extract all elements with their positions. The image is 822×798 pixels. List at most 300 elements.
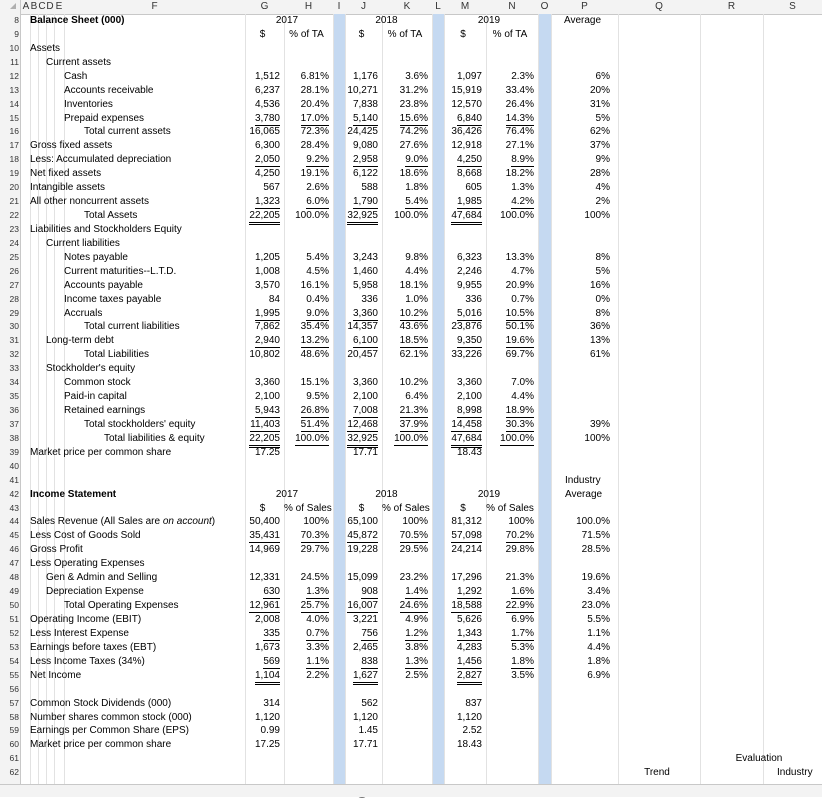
row-number[interactable]: 24 bbox=[9, 237, 19, 248]
row-number[interactable]: 53 bbox=[9, 641, 19, 652]
row-label[interactable] bbox=[30, 224, 182, 236]
row-label[interactable] bbox=[30, 544, 83, 556]
cell-value[interactable]: 5.5% bbox=[587, 613, 610, 625]
cell-value[interactable]: 11,403 bbox=[250, 418, 280, 430]
cell-value[interactable]: 1.0% bbox=[405, 293, 428, 305]
cell-value[interactable]: 2,827 bbox=[457, 670, 482, 685]
row-number[interactable]: 59 bbox=[9, 725, 19, 736]
row-number[interactable]: 39 bbox=[9, 446, 19, 457]
cell-value[interactable]: 9.2% bbox=[306, 154, 329, 166]
cell-value[interactable]: 31% bbox=[589, 98, 610, 110]
cell-value[interactable]: 6,122 bbox=[352, 168, 378, 180]
cell-value[interactable]: 10.2% bbox=[399, 307, 428, 319]
row-label[interactable] bbox=[46, 57, 111, 69]
cell-value[interactable]: 19.1% bbox=[300, 168, 329, 180]
cell-value[interactable]: 7,862 bbox=[254, 321, 280, 333]
cell-value[interactable]: 3,360 bbox=[456, 377, 482, 389]
row-label[interactable] bbox=[84, 419, 195, 431]
cell-value[interactable]: 2.52 bbox=[462, 725, 482, 737]
row-number[interactable]: 35 bbox=[9, 391, 19, 402]
row-number[interactable]: 62 bbox=[9, 767, 19, 778]
row-number[interactable]: 14 bbox=[9, 98, 19, 109]
row-number[interactable]: 40 bbox=[9, 460, 19, 471]
row-number[interactable]: 48 bbox=[9, 572, 19, 583]
row-label[interactable] bbox=[84, 210, 137, 222]
cell-value[interactable]: 2,008 bbox=[254, 613, 280, 625]
cell-value[interactable]: 37% bbox=[589, 140, 610, 152]
row-number[interactable]: 18 bbox=[9, 154, 19, 165]
cell-value[interactable]: 2,100 bbox=[254, 391, 280, 403]
row-number[interactable]: 42 bbox=[9, 488, 19, 499]
row-label[interactable] bbox=[64, 600, 179, 612]
row-label[interactable] bbox=[30, 182, 105, 194]
row-label[interactable] bbox=[64, 99, 113, 111]
cell-value[interactable]: 9.0% bbox=[306, 307, 329, 319]
cell-value[interactable]: 8,668 bbox=[456, 168, 482, 180]
cell-value[interactable]: 74.2% bbox=[399, 126, 428, 138]
cell-value[interactable]: 51.4% bbox=[300, 418, 329, 430]
row-number[interactable]: 54 bbox=[9, 655, 19, 666]
row-number[interactable]: 21 bbox=[9, 196, 19, 207]
cell-value[interactable]: 19.6% bbox=[581, 572, 610, 584]
cell-value[interactable]: 4,536 bbox=[254, 98, 280, 110]
row-label[interactable] bbox=[84, 126, 171, 138]
cell-value[interactable]: 1.45 bbox=[358, 725, 378, 737]
row-label[interactable] bbox=[30, 196, 149, 208]
cell-value[interactable]: 630 bbox=[263, 586, 280, 598]
cell-value[interactable]: 1.1% bbox=[306, 655, 329, 667]
cell-value[interactable]: 0.4% bbox=[306, 293, 329, 305]
cell-value[interactable]: $ bbox=[358, 502, 365, 514]
cell-value[interactable]: 12,570 bbox=[451, 98, 482, 110]
cell-value[interactable]: 18.1% bbox=[399, 279, 428, 291]
cell-value[interactable]: Trend bbox=[644, 767, 670, 779]
row-number[interactable]: 26 bbox=[9, 265, 19, 276]
cell-value[interactable]: 6,323 bbox=[456, 251, 482, 263]
cell-value[interactable]: 23.0% bbox=[581, 600, 610, 612]
cell-value[interactable]: 84 bbox=[268, 293, 280, 305]
cell-value[interactable]: 5.4% bbox=[306, 251, 329, 263]
cell-value[interactable]: Evaluation bbox=[735, 753, 783, 765]
cell-value[interactable]: 65,100 bbox=[347, 516, 378, 528]
cell-value[interactable]: % of Sales bbox=[486, 502, 534, 514]
cell-value[interactable]: 588 bbox=[361, 182, 378, 194]
cell-value[interactable]: 4.4% bbox=[511, 391, 534, 403]
cell-value[interactable]: 39% bbox=[589, 418, 610, 430]
row-label[interactable] bbox=[30, 642, 156, 654]
cell-value[interactable]: 12,918 bbox=[451, 140, 482, 152]
cell-value[interactable]: 33.4% bbox=[505, 84, 534, 96]
cell-value[interactable]: 6.81% bbox=[300, 70, 329, 82]
cell-value[interactable]: 6.4% bbox=[405, 391, 428, 403]
column-header-k[interactable]: K bbox=[403, 1, 411, 12]
cell-value[interactable]: 17.0% bbox=[300, 112, 329, 124]
cell-value[interactable]: 100.0% bbox=[500, 210, 534, 222]
cell-value[interactable]: 756 bbox=[361, 627, 378, 639]
cell-value[interactable]: 2,958 bbox=[352, 154, 378, 166]
row-label[interactable] bbox=[30, 447, 171, 459]
cell-value[interactable]: 4,250 bbox=[254, 168, 280, 180]
row-number[interactable]: 20 bbox=[9, 182, 19, 193]
cell-value[interactable]: 20,457 bbox=[347, 349, 378, 361]
cell-value[interactable]: 2019 bbox=[477, 15, 501, 26]
column-header-f[interactable]: F bbox=[151, 1, 158, 12]
cell-value[interactable]: 4.0% bbox=[306, 613, 329, 625]
row-label[interactable] bbox=[30, 712, 192, 724]
cell-value[interactable]: 27.1% bbox=[505, 140, 534, 152]
column-header-q[interactable]: Q bbox=[655, 1, 663, 12]
cell-value[interactable]: 20.4% bbox=[300, 98, 329, 110]
column-header-s[interactable]: S bbox=[789, 1, 796, 12]
cell-value[interactable]: 62.1% bbox=[399, 349, 428, 361]
cell-value[interactable]: 16% bbox=[589, 279, 610, 291]
cell-value[interactable]: 6% bbox=[595, 70, 610, 82]
row-number[interactable]: 28 bbox=[9, 293, 19, 304]
cell-value[interactable]: 5% bbox=[595, 265, 610, 277]
cell-value[interactable]: 18.9% bbox=[505, 405, 534, 417]
cell-value[interactable]: 28.4% bbox=[300, 140, 329, 152]
cell-value[interactable]: 3.6% bbox=[405, 70, 428, 82]
row-label[interactable] bbox=[84, 349, 149, 361]
column-header-p[interactable]: P bbox=[581, 1, 588, 12]
cell-value[interactable]: 4% bbox=[595, 182, 610, 194]
cell-value[interactable]: 567 bbox=[263, 182, 280, 194]
cell-value[interactable]: 2.2% bbox=[306, 669, 329, 681]
cell-value[interactable]: 14.3% bbox=[505, 112, 534, 124]
cell-value[interactable]: 10,271 bbox=[347, 84, 378, 96]
cell-value[interactable]: 6,840 bbox=[456, 112, 482, 124]
row-number[interactable]: 11 bbox=[10, 56, 19, 67]
cell-value[interactable]: 1.6% bbox=[511, 586, 534, 598]
row-number[interactable]: 60 bbox=[9, 739, 19, 750]
row-number[interactable]: 8 bbox=[14, 15, 19, 25]
cell-value[interactable]: 31.2% bbox=[399, 84, 428, 96]
row-number[interactable]: 58 bbox=[9, 711, 19, 722]
row-number[interactable]: 38 bbox=[9, 432, 19, 443]
cell-value[interactable]: 4.2% bbox=[511, 196, 534, 208]
cell-value[interactable]: 23.2% bbox=[399, 572, 428, 584]
cell-value[interactable]: 6,100 bbox=[352, 335, 378, 347]
cell-value[interactable]: 0% bbox=[595, 293, 610, 305]
cell-value[interactable]: 9.5% bbox=[306, 391, 329, 403]
row-number[interactable]: 23 bbox=[9, 223, 19, 234]
cell-value[interactable]: 12,468 bbox=[347, 418, 378, 430]
row-number[interactable]: 49 bbox=[9, 586, 19, 597]
cell-value[interactable]: 36,426 bbox=[451, 126, 482, 138]
cell-value[interactable]: 3,780 bbox=[254, 112, 280, 124]
row-number[interactable]: 25 bbox=[9, 251, 19, 262]
cell-value[interactable]: 1,176 bbox=[352, 70, 378, 82]
cell-value[interactable]: 16,007 bbox=[347, 600, 378, 612]
cell-value[interactable]: 1,512 bbox=[254, 70, 280, 82]
cell-value[interactable]: 562 bbox=[361, 697, 378, 709]
column-header-l[interactable]: L bbox=[435, 1, 441, 12]
cell-value[interactable]: 5.4% bbox=[405, 196, 428, 208]
cell-value[interactable]: % of Sales bbox=[382, 502, 430, 514]
cell-value[interactable]: 23,876 bbox=[451, 321, 482, 333]
cell-value[interactable]: Industry bbox=[777, 767, 813, 779]
cell-value[interactable]: 8% bbox=[595, 251, 610, 263]
cell-value[interactable]: 5,016 bbox=[456, 307, 482, 319]
cell-value[interactable]: 37.9% bbox=[399, 418, 428, 430]
cell-value[interactable]: 1.4% bbox=[405, 586, 428, 598]
cell-value[interactable]: 62% bbox=[589, 126, 610, 138]
row-number[interactable]: 61 bbox=[9, 753, 19, 764]
cell-value[interactable]: 1,456 bbox=[456, 655, 482, 667]
cell-value[interactable]: 14,969 bbox=[249, 544, 280, 556]
row-label[interactable] bbox=[30, 725, 189, 737]
cell-value[interactable]: 12,961 bbox=[249, 600, 280, 612]
cell-value[interactable]: 2017 bbox=[275, 488, 299, 500]
cell-value[interactable]: 4,250 bbox=[456, 154, 482, 166]
cell-value[interactable]: 43.6% bbox=[399, 321, 428, 333]
cell-value[interactable]: 23.8% bbox=[399, 98, 428, 110]
row-number[interactable]: 41 bbox=[9, 474, 19, 485]
row-number[interactable]: 50 bbox=[9, 600, 19, 611]
cell-value[interactable]: 18.43 bbox=[456, 446, 482, 458]
cell-value[interactable]: 569 bbox=[263, 655, 280, 667]
cell-value[interactable]: 10,802 bbox=[249, 349, 280, 361]
cell-value[interactable]: 32,925 bbox=[347, 433, 378, 448]
row-label[interactable] bbox=[46, 363, 135, 375]
row-number[interactable]: 55 bbox=[9, 669, 19, 680]
cell-value[interactable]: 13% bbox=[589, 335, 610, 347]
column-header-c[interactable]: C bbox=[38, 1, 46, 12]
cell-value[interactable]: 605 bbox=[465, 182, 482, 194]
cell-value[interactable]: 6.0% bbox=[306, 196, 329, 208]
cell-value[interactable]: 24.5% bbox=[300, 572, 329, 584]
cell-value[interactable]: 47,684 bbox=[451, 433, 482, 448]
cell-value[interactable]: 1,104 bbox=[255, 670, 280, 685]
cell-value[interactable]: 4,283 bbox=[456, 641, 482, 653]
cell-value[interactable]: 10.5% bbox=[505, 307, 534, 319]
cell-value[interactable]: 24,214 bbox=[451, 544, 482, 556]
cell-value[interactable]: 2018 bbox=[375, 15, 398, 26]
cell-value[interactable]: $ bbox=[259, 28, 266, 40]
row-number[interactable]: 46 bbox=[9, 544, 19, 555]
row-label[interactable] bbox=[30, 489, 116, 501]
row-number[interactable]: 30 bbox=[9, 321, 19, 332]
cell-value[interactable]: % of TA bbox=[289, 28, 324, 40]
row-number[interactable]: 29 bbox=[9, 307, 19, 318]
cell-value[interactable]: 18,588 bbox=[451, 600, 482, 612]
column-header-e[interactable]: E bbox=[55, 1, 63, 12]
cell-value[interactable]: 26.4% bbox=[505, 98, 534, 110]
cell-value[interactable]: 1,292 bbox=[456, 586, 482, 598]
cell-value[interactable]: 17.71 bbox=[352, 446, 378, 458]
row-number[interactable]: 13 bbox=[9, 84, 19, 95]
row-label[interactable] bbox=[30, 516, 215, 528]
cell-value[interactable]: 35,431 bbox=[249, 530, 280, 542]
cell-value[interactable]: 100% bbox=[303, 516, 329, 528]
cell-value[interactable]: 5,626 bbox=[456, 613, 482, 625]
cell-value[interactable]: 5,958 bbox=[352, 279, 378, 291]
cell-value[interactable]: 1.2% bbox=[405, 627, 428, 639]
cell-value[interactable]: 100.0% bbox=[295, 210, 329, 222]
cell-value[interactable]: 5,140 bbox=[352, 112, 378, 124]
cell-value[interactable]: 71.5% bbox=[581, 530, 610, 542]
cell-value[interactable]: 20% bbox=[589, 84, 610, 96]
cell-value[interactable]: 69.7% bbox=[505, 349, 534, 361]
cell-value[interactable]: 14,458 bbox=[451, 418, 482, 430]
row-label[interactable] bbox=[30, 530, 141, 542]
cell-value[interactable]: 100% bbox=[402, 516, 428, 528]
row-number[interactable]: 10 bbox=[9, 42, 19, 53]
row-label[interactable] bbox=[46, 586, 144, 598]
row-label[interactable] bbox=[104, 433, 205, 445]
cell-value[interactable]: 100% bbox=[584, 432, 610, 444]
row-number[interactable]: 51 bbox=[9, 613, 19, 624]
cell-value[interactable]: $ bbox=[460, 502, 466, 514]
cell-value[interactable]: 50.1% bbox=[505, 321, 534, 333]
cell-value[interactable]: 81,312 bbox=[451, 516, 482, 528]
row-label[interactable] bbox=[64, 377, 131, 389]
cell-value[interactable]: 2,100 bbox=[456, 391, 482, 403]
cell-value[interactable]: 2.5% bbox=[405, 669, 428, 681]
row-number[interactable]: 37 bbox=[9, 418, 19, 429]
cell-value[interactable]: 7,008 bbox=[352, 405, 378, 417]
cell-value[interactable]: 6.9% bbox=[511, 613, 534, 625]
cell-value[interactable]: 2,246 bbox=[456, 265, 482, 277]
row-label[interactable] bbox=[30, 154, 171, 166]
cell-value[interactable]: $ bbox=[259, 502, 266, 514]
cell-value[interactable]: 100.0% bbox=[576, 516, 610, 528]
cell-value[interactable]: 3.8% bbox=[405, 641, 428, 653]
cell-value[interactable]: 1,097 bbox=[456, 70, 482, 82]
cell-value[interactable]: 3,360 bbox=[254, 377, 280, 389]
cell-value[interactable]: 100% bbox=[508, 516, 534, 528]
cell-value[interactable]: 2.3% bbox=[511, 70, 534, 82]
cell-value[interactable]: % of TA bbox=[387, 28, 423, 40]
cell-value[interactable]: 1.1% bbox=[587, 627, 610, 639]
cell-value[interactable]: 24,425 bbox=[347, 126, 378, 138]
cell-value[interactable]: 908 bbox=[361, 586, 378, 598]
cell-value[interactable]: 28.5% bbox=[581, 544, 610, 556]
cell-value[interactable]: 3,570 bbox=[254, 279, 280, 291]
select-all-corner[interactable] bbox=[10, 3, 16, 9]
row-label[interactable] bbox=[64, 280, 143, 292]
cell-value[interactable]: 1,460 bbox=[352, 265, 378, 277]
cell-value[interactable]: 33,226 bbox=[451, 349, 482, 361]
row-number[interactable]: 33 bbox=[9, 363, 19, 374]
cell-value[interactable]: 30.3% bbox=[505, 418, 534, 430]
column-header-d[interactable]: D bbox=[46, 1, 54, 12]
cell-value[interactable]: 3,243 bbox=[352, 251, 378, 263]
row-number[interactable]: 36 bbox=[9, 405, 19, 416]
cell-value[interactable]: 22,205 bbox=[249, 433, 280, 448]
row-label[interactable] bbox=[30, 628, 129, 640]
column-header-m[interactable]: M bbox=[460, 1, 470, 12]
cell-value[interactable]: 3.4% bbox=[587, 586, 610, 598]
cell-value[interactable]: 15,919 bbox=[451, 84, 482, 96]
cell-value[interactable]: 1,985 bbox=[456, 196, 482, 208]
cell-value[interactable]: 27.6% bbox=[399, 140, 428, 152]
cell-value[interactable]: 0.7% bbox=[511, 293, 534, 305]
cell-value[interactable]: 61% bbox=[589, 349, 610, 361]
cell-value[interactable]: 22,205 bbox=[249, 210, 280, 225]
cell-value[interactable]: 9.0% bbox=[405, 154, 428, 166]
row-number[interactable]: 17 bbox=[9, 140, 19, 151]
cell-value[interactable]: 1,995 bbox=[254, 307, 280, 319]
cell-value[interactable]: 1,627 bbox=[353, 670, 378, 685]
row-label[interactable] bbox=[64, 71, 87, 83]
row-label[interactable] bbox=[30, 656, 145, 668]
cell-value[interactable]: 5% bbox=[595, 112, 610, 124]
cell-value[interactable]: 21.3% bbox=[505, 572, 534, 584]
cell-value[interactable]: 16.1% bbox=[300, 279, 329, 291]
cell-value[interactable]: 1.3% bbox=[306, 586, 329, 598]
cell-value[interactable]: 100.0% bbox=[394, 210, 428, 222]
cell-value[interactable]: 8.9% bbox=[511, 154, 534, 166]
row-label[interactable] bbox=[30, 140, 112, 152]
cell-value[interactable]: % of Sales bbox=[284, 502, 332, 514]
cell-value[interactable]: 20.9% bbox=[505, 279, 534, 291]
cell-value[interactable]: 70.2% bbox=[505, 530, 534, 542]
cell-value[interactable]: 28.1% bbox=[300, 84, 329, 96]
cell-value[interactable]: 1,120 bbox=[456, 711, 482, 723]
row-number[interactable]: 27 bbox=[9, 279, 19, 290]
cell-value[interactable]: 4.4% bbox=[587, 641, 610, 653]
cell-value[interactable]: 4.4% bbox=[405, 265, 428, 277]
cell-value[interactable]: 3,360 bbox=[352, 307, 378, 319]
row-label[interactable] bbox=[84, 321, 180, 333]
cell-value[interactable]: 3,221 bbox=[352, 613, 378, 625]
cell-value[interactable]: $ bbox=[460, 28, 466, 40]
cell-value[interactable]: 12,331 bbox=[249, 572, 280, 584]
cell-value[interactable]: 19,228 bbox=[347, 544, 378, 556]
row-label[interactable] bbox=[30, 15, 125, 27]
cell-value[interactable]: 29.5% bbox=[399, 544, 428, 556]
row-label[interactable] bbox=[30, 739, 171, 751]
cell-value[interactable]: 72.3% bbox=[300, 126, 329, 138]
cell-value[interactable]: 1,008 bbox=[254, 265, 280, 277]
cell-value[interactable]: 19.6% bbox=[505, 335, 534, 347]
cell-value[interactable]: 22.9% bbox=[505, 600, 534, 612]
cell-value[interactable]: 2018 bbox=[375, 488, 398, 500]
cell-value[interactable]: 837 bbox=[465, 697, 482, 709]
row-label[interactable] bbox=[64, 391, 127, 403]
row-number[interactable]: 9 bbox=[14, 28, 19, 39]
column-header-i[interactable]: I bbox=[337, 1, 341, 12]
cell-value[interactable]: 9,955 bbox=[456, 279, 482, 291]
cell-value[interactable]: % of TA bbox=[492, 28, 528, 40]
cell-value[interactable]: 25.7% bbox=[300, 600, 329, 612]
cell-value[interactable]: 3.3% bbox=[306, 641, 329, 653]
cell-value[interactable]: 100.0% bbox=[394, 432, 428, 444]
cell-value[interactable]: 21.3% bbox=[399, 405, 428, 417]
cell-value[interactable]: 13.2% bbox=[300, 335, 329, 347]
cell-value[interactable]: 1.8% bbox=[405, 182, 428, 194]
column-header-n[interactable]: N bbox=[508, 1, 516, 12]
cell-value[interactable]: 35.4% bbox=[300, 321, 329, 333]
cell-value[interactable]: 15.1% bbox=[300, 377, 329, 389]
cell-value[interactable]: 57,098 bbox=[451, 530, 482, 542]
column-header-j[interactable]: J bbox=[361, 1, 366, 12]
cell-value[interactable]: 48.6% bbox=[300, 349, 329, 361]
cell-value[interactable]: 100.0% bbox=[500, 432, 534, 444]
cell-value[interactable]: 3.5% bbox=[511, 669, 534, 681]
row-label[interactable] bbox=[64, 252, 128, 264]
row-label[interactable] bbox=[30, 698, 171, 710]
row-number[interactable]: 44 bbox=[9, 516, 19, 527]
cell-value[interactable]: 1,120 bbox=[254, 711, 280, 723]
cell-value[interactable]: 28% bbox=[589, 168, 610, 180]
cell-value[interactable]: 4.5% bbox=[306, 265, 329, 277]
row-label[interactable] bbox=[64, 294, 161, 306]
cell-value[interactable]: 17.71 bbox=[352, 739, 378, 751]
cell-value[interactable]: 0.99 bbox=[260, 725, 280, 737]
row-label[interactable] bbox=[46, 335, 114, 347]
